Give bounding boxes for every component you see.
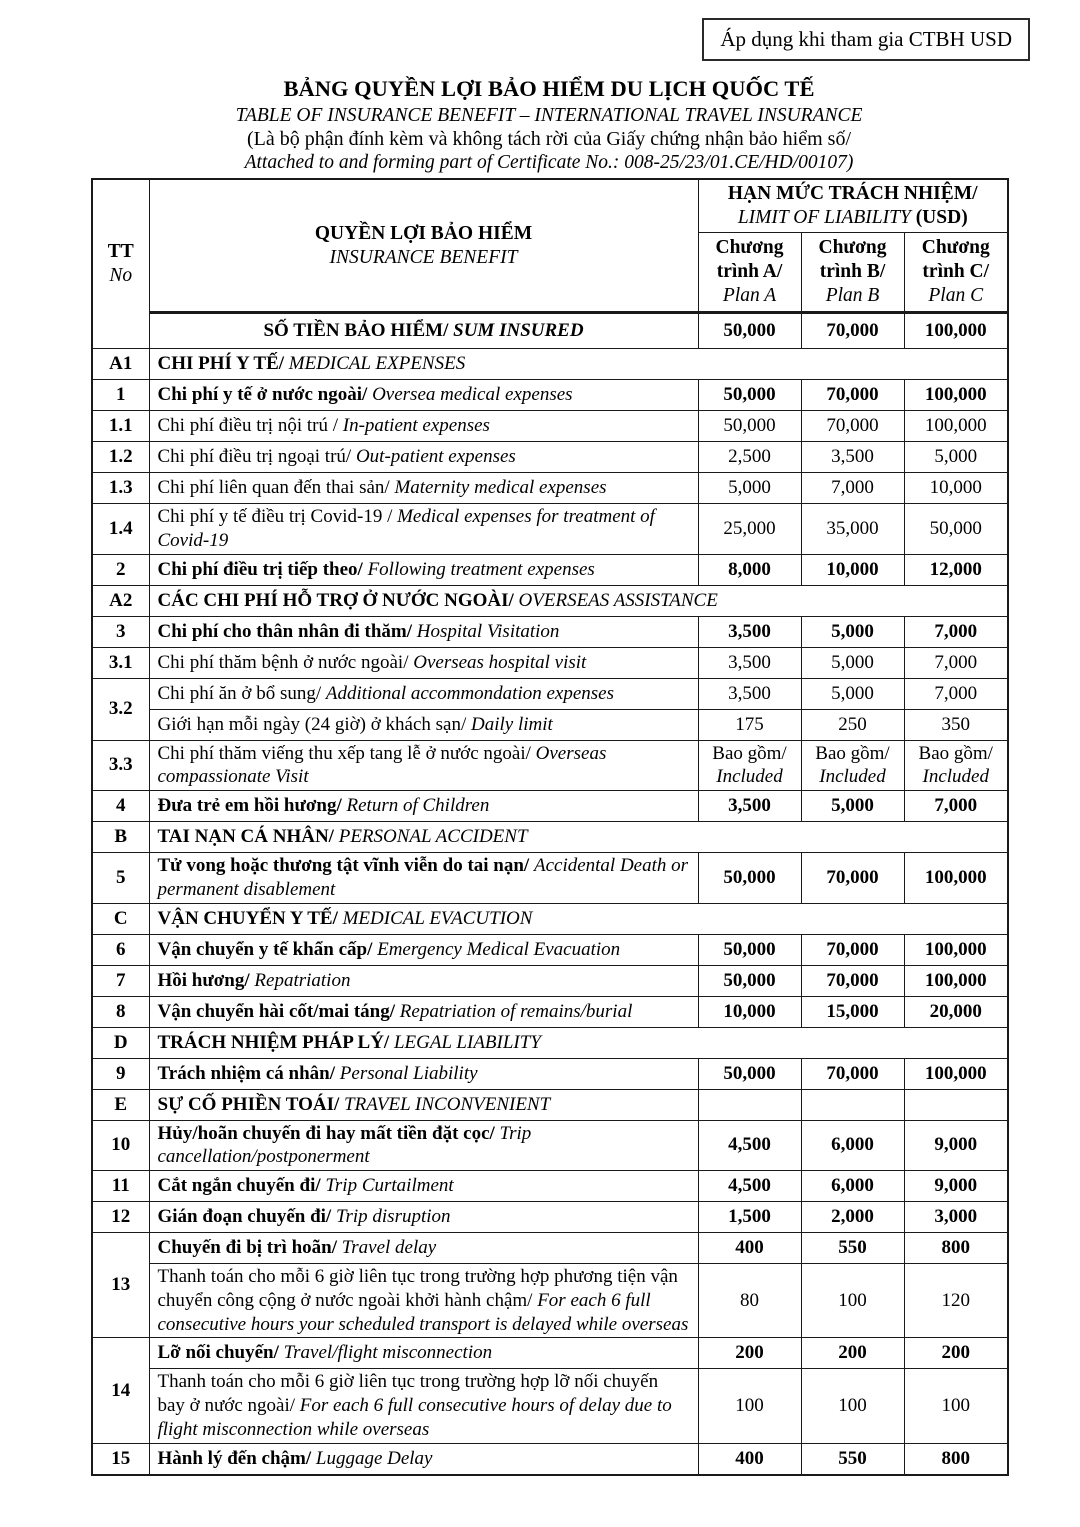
sum-insured-row: [92, 313, 1008, 349]
table-row: [92, 1171, 1008, 1202]
table-row: [92, 1338, 1008, 1369]
benefit-label-vi: Chuyến đi bị trì hoãn/: [157, 1237, 337, 1259]
benefit-label-en: MEDICAL EXPENSES: [288, 353, 466, 375]
table-row: [92, 1120, 1008, 1171]
section-row: [92, 1027, 1008, 1058]
value-cell: 10,000: [904, 473, 1008, 504]
sum-insured-plan-c: 100,000: [904, 313, 1008, 349]
benefit-cell: [149, 740, 698, 791]
sum-insured-plan-a: 50,000: [698, 313, 801, 349]
table-header-row-1: [92, 179, 1008, 233]
benefit-label-en: Overseas compassionate Visit: [157, 742, 607, 788]
table-row: [92, 996, 1008, 1027]
table-row: [92, 647, 1008, 678]
benefit-cell: [149, 647, 698, 678]
benefit-label-vi: Tử vong hoặc thương tật vĩnh viễn do tai nạn/: [157, 855, 530, 876]
value-cell: 10,000: [698, 996, 801, 1027]
benefit-cell: [149, 709, 698, 740]
benefit-label-vi: CHI PHÍ Y TẾ/: [157, 353, 285, 375]
section-row: [92, 349, 1008, 380]
value-cell: 5,000: [801, 791, 904, 822]
row-no: 1: [92, 380, 149, 411]
table-row: [92, 678, 1008, 709]
benefit-label-vi: CÁC CHI PHÍ HỖ TRỢ Ở NƯỚC NGOÀI/: [157, 589, 514, 611]
row-no: 3.2: [92, 678, 149, 740]
benefit-cell: [149, 1027, 1008, 1058]
value-cell: 3,500: [698, 616, 801, 647]
value-cell: 100,000: [904, 934, 1008, 965]
value-cell: 100: [801, 1369, 904, 1443]
benefit-cell: [149, 504, 698, 555]
value-cell: 200: [801, 1338, 904, 1369]
value-cell: 6,000: [801, 1171, 904, 1202]
benefit-label-en: Return of Children: [346, 795, 490, 817]
value-cell: 80: [698, 1264, 801, 1338]
benefit-label-vi: SỰ CỐ PHIỀN TOÁI/: [157, 1093, 340, 1115]
row-no: 3.3: [92, 740, 149, 791]
value-cell: 50,000: [698, 853, 801, 904]
benefit-label-en: LEGAL LIABILITY: [393, 1031, 541, 1053]
benefit-label-en: Daily limit: [471, 713, 553, 735]
benefit-label-vi: Thanh toán cho mỗi 6 giờ liên tục trong trường hợp phương tiện vận chuyển công cộng ở nước ngoài khởi hành chậm/: [157, 1266, 678, 1311]
value-cell: 175: [698, 709, 801, 740]
benefit-cell: [149, 349, 1008, 380]
value-cell: 3,000: [904, 1202, 1008, 1233]
value-cell: 7,000: [904, 616, 1008, 647]
benefit-cell: [149, 554, 698, 585]
value-cell: 200: [698, 1338, 801, 1369]
value-cell: 9,000: [904, 1120, 1008, 1171]
benefit-label-vi: Chi phí cho thân nhân đi thăm/: [157, 620, 412, 642]
value-cell: 100,000: [904, 853, 1008, 904]
value-cell: 800: [904, 1443, 1008, 1475]
col-header-plan-b: Chương trình B/ Plan B: [801, 233, 904, 313]
row-no: 3: [92, 616, 149, 647]
value-cell: 50,000: [698, 380, 801, 411]
benefit-cell: [149, 616, 698, 647]
benefit-label-vi: Lỡ nối chuyến/: [157, 1342, 279, 1364]
benefit-cell: [149, 442, 698, 473]
col-header-limit-en: LIMIT OF LIABILITY: [737, 207, 911, 228]
value-cell: 50,000: [698, 965, 801, 996]
value-cell: 5,000: [698, 473, 801, 504]
row-no: 13: [92, 1233, 149, 1338]
table-row: [92, 965, 1008, 996]
row-no: 8: [92, 996, 149, 1027]
benefit-label-en: Repatriation: [254, 969, 351, 991]
row-no: 9: [92, 1058, 149, 1089]
value-cell: 6,000: [801, 1120, 904, 1171]
col-header-plan-c: Chương trình C/ Plan C: [904, 233, 1008, 313]
benefit-label-en: OVERSEAS ASSISTANCE: [518, 589, 718, 611]
row-no: A2: [92, 585, 149, 616]
benefit-label-vi: Chi phí y tế ở nước ngoài/: [157, 384, 368, 406]
benefit-label-en: In-patient expenses: [342, 415, 490, 437]
value-cell: 5,000: [904, 442, 1008, 473]
benefit-label-vi: TAI NẠN CÁ NHÂN/: [157, 826, 334, 848]
value-cell: Bao gồm/ Included: [801, 740, 904, 791]
document-heading: [91, 76, 1007, 174]
value-cell: 8,000: [698, 554, 801, 585]
row-no: D: [92, 1027, 149, 1058]
benefit-label-vi: Chi phí thăm viếng thu xếp tang lễ ở nước ngoài/: [157, 742, 531, 764]
value-cell: 9,000: [904, 1171, 1008, 1202]
benefit-label-en: Trip disruption: [335, 1206, 451, 1228]
benefit-label-vi: Chi phí điều trị ngoại trú/: [157, 446, 352, 468]
table-row: [92, 1233, 1008, 1264]
benefit-label-vi: Vận chuyển hài cốt/mai táng/: [157, 1000, 396, 1022]
row-no: 1.4: [92, 504, 149, 555]
value-cell: 100: [904, 1369, 1008, 1443]
value-cell: 50,000: [698, 934, 801, 965]
value-cell: 3,500: [698, 647, 801, 678]
table-row: [92, 473, 1008, 504]
row-no: 11: [92, 1171, 149, 1202]
benefit-cell: [149, 965, 698, 996]
value-cell: 400: [698, 1443, 801, 1475]
benefit-label-en: Additional accommondation expenses: [325, 682, 614, 704]
benefit-cell: [149, 678, 698, 709]
value-cell: 50,000: [904, 504, 1008, 555]
value-cell: 7,000: [904, 678, 1008, 709]
benefit-cell: [149, 822, 1008, 853]
benefit-label-en: MEDICAL EVACUTION: [342, 907, 533, 929]
benefit-label-vi: VẬN CHUYỂN Y TẾ/: [157, 907, 338, 929]
value-cell: 800: [904, 1233, 1008, 1264]
value-cell: 5,000: [801, 616, 904, 647]
table-row: [92, 934, 1008, 965]
value-cell: 70,000: [801, 1058, 904, 1089]
row-no: C: [92, 903, 149, 934]
value-cell: 3,500: [698, 791, 801, 822]
value-cell: 7,000: [904, 791, 1008, 822]
benefit-label-en: Medical expenses for treatment of Covid-19: [157, 506, 655, 551]
table-row: [92, 1443, 1008, 1475]
value-cell: 100: [698, 1369, 801, 1443]
value-cell: 70,000: [801, 934, 904, 965]
col-header-limit-currency: (USD): [915, 207, 968, 228]
benefit-label-vi: Cắt ngắn chuyến đi/: [157, 1175, 321, 1197]
value-cell: 3,500: [801, 442, 904, 473]
value-cell: 3,500: [698, 678, 801, 709]
value-cell: 20,000: [904, 996, 1008, 1027]
table-row: [92, 380, 1008, 411]
benefit-label-vi: TRÁCH NHIỆM PHÁP LÝ/: [157, 1031, 390, 1053]
table-row: [92, 1202, 1008, 1233]
value-cell: 5,000: [801, 647, 904, 678]
benefit-label-en: Overseas hospital visit: [413, 651, 587, 673]
benefit-label-en: Luggage Delay: [315, 1447, 433, 1469]
value-cell: 35,000: [801, 504, 904, 555]
col-header-no-en: No: [109, 265, 133, 286]
value-cell: 400: [698, 1233, 801, 1264]
benefit-label-en: Hospital Visitation: [416, 620, 560, 642]
benefit-label-en: Oversea medical expenses: [372, 384, 573, 406]
certificate-note-english: Attached to and forming part of Certificate No.: 008-25/23/01.CE/HD/00107): [244, 152, 854, 174]
benefit-label-en: Maternity medical expenses: [394, 477, 607, 499]
value-cell: 15,000: [801, 996, 904, 1027]
benefit-label-vi: Vận chuyển y tế khẩn cấp/: [157, 938, 373, 960]
benefit-label-vi: Hồi hương/: [157, 969, 250, 991]
row-no: 10: [92, 1120, 149, 1171]
benefit-cell: [149, 1443, 698, 1475]
value-cell: 2,000: [801, 1202, 904, 1233]
col-header-benefit-en: INSURANCE BENEFIT: [329, 246, 518, 268]
benefit-label-en: Trip Curtailment: [325, 1175, 454, 1197]
col-header-no: [92, 179, 149, 349]
value-cell: 7,000: [801, 473, 904, 504]
row-no: 3.1: [92, 647, 149, 678]
table-row: [92, 740, 1008, 791]
benefit-cell: [149, 791, 698, 822]
benefit-label-vi: Hành lý đến chậm/: [157, 1447, 312, 1469]
table-row: [92, 853, 1008, 904]
benefit-label-vi: Thanh toán cho mỗi 6 giờ liên tục trong trường hợp lỡ nối chuyến bay ở nước ngoài/: [157, 1371, 659, 1416]
value-cell: 4,500: [698, 1120, 801, 1171]
section-row: [92, 1089, 1008, 1120]
benefit-cell: [149, 934, 698, 965]
benefit-label-vi: Chi phí thăm bệnh ở nước ngoài/: [157, 651, 409, 673]
benefit-cell: [149, 585, 1008, 616]
value-cell: [904, 1089, 1008, 1120]
row-no: 15: [92, 1443, 149, 1475]
value-cell: 100,000: [904, 411, 1008, 442]
value-cell: 120: [904, 1264, 1008, 1338]
value-cell: 100,000: [904, 965, 1008, 996]
col-header-limit-vi: HẠN MỨC TRÁCH NHIỆM/: [727, 183, 978, 205]
value-cell: 50,000: [698, 1058, 801, 1089]
benefit-label-vi: Đưa trẻ em hồi hương/: [157, 795, 342, 817]
benefit-label-vi: Chi phí y tế điều trị Covid-19 /: [157, 506, 393, 527]
benefit-cell: [149, 1089, 698, 1120]
row-no: 2: [92, 554, 149, 585]
col-header-limit: [698, 179, 1008, 233]
col-header-benefit: [149, 179, 698, 313]
benefit-cell: [149, 411, 698, 442]
benefit-label-vi: Trách nhiệm cá nhân/: [157, 1062, 336, 1084]
row-no: 6: [92, 934, 149, 965]
benefit-label-vi: Chi phí điều trị nội trú /: [157, 415, 338, 437]
benefit-label-en: Repatriation of remains/burial: [399, 1000, 633, 1022]
benefit-cell: [149, 996, 698, 1027]
benefit-label-en: TRAVEL INCONVENIENT: [344, 1093, 551, 1115]
table-row: [92, 1058, 1008, 1089]
row-no: 1.1: [92, 411, 149, 442]
value-cell: Bao gồm/ Included: [904, 740, 1008, 791]
benefit-label-en: Trip cancellation/postponerment: [157, 1122, 532, 1168]
table-row: [92, 554, 1008, 585]
value-cell: 200: [904, 1338, 1008, 1369]
value-cell: 70,000: [801, 853, 904, 904]
row-no: B: [92, 822, 149, 853]
row-no: E: [92, 1089, 149, 1120]
title-vietnamese: BẢNG QUYỀN LỢI BẢO HIỂM DU LỊCH QUỐC TẾ: [283, 76, 815, 101]
benefit-label-en: Personal Liability: [339, 1062, 478, 1084]
row-no: 5: [92, 853, 149, 904]
table-row: [92, 442, 1008, 473]
table-row: [92, 616, 1008, 647]
benefit-cell: [149, 1264, 698, 1338]
row-no: 14: [92, 1338, 149, 1443]
benefit-label-en: For each 6 full consecutive hours of delay due to flight misconnection while overseas: [157, 1395, 672, 1440]
value-cell: 50,000: [698, 411, 801, 442]
value-cell: 12,000: [904, 554, 1008, 585]
benefit-label-vi: Chi phí ăn ở bổ sung/: [157, 682, 322, 704]
value-cell: 100: [801, 1264, 904, 1338]
col-header-benefit-vi: QUYỀN LỢI BẢO HIỂM: [314, 222, 533, 244]
benefit-cell: [149, 1202, 698, 1233]
value-cell: [801, 1089, 904, 1120]
benefit-table: [91, 178, 1009, 1476]
value-cell: 4,500: [698, 1171, 801, 1202]
benefit-label-en: PERSONAL ACCIDENT: [338, 826, 528, 848]
section-row: [92, 585, 1008, 616]
benefit-cell: [149, 1338, 698, 1369]
value-cell: 100,000: [904, 380, 1008, 411]
value-cell: 70,000: [801, 411, 904, 442]
benefit-label-en: For each 6 full consecutive hours your scheduled transport is delayed while overseas: [157, 1289, 689, 1335]
value-cell: 1,500: [698, 1202, 801, 1233]
col-header-no-vi: TT: [107, 241, 134, 263]
sum-insured-label: SỐ TIỀN BẢO HIỂM/ SUM INSURED: [149, 313, 698, 349]
table-row: [92, 791, 1008, 822]
value-cell: [698, 1089, 801, 1120]
benefit-cell: [149, 1233, 698, 1264]
value-cell: 5,000: [801, 678, 904, 709]
benefit-cell: [149, 1120, 698, 1171]
benefit-cell: [149, 1171, 698, 1202]
certificate-note-vietnamese: (Là bộ phận đính kèm và không tách rời của Giấy chứng nhận bảo hiểm số/: [246, 127, 852, 150]
benefit-label-vi: Chi phí liên quan đến thai sản/: [157, 477, 390, 499]
col-header-plan-a: Chương trình A/ Plan A: [698, 233, 801, 313]
benefit-cell: [149, 380, 698, 411]
sum-insured-plan-b: 70,000: [801, 313, 904, 349]
table-row: [92, 709, 1008, 740]
benefit-label-vi: Chi phí điều trị tiếp theo/: [157, 558, 363, 580]
row-no: A1: [92, 349, 149, 380]
value-cell: 70,000: [801, 965, 904, 996]
benefit-label-en: Emergency Medical Evacuation: [377, 938, 621, 960]
benefit-label-en: Out-patient expenses: [355, 446, 516, 468]
benefit-label-vi: Giới hạn mỗi ngày (24 giờ) ở khách sạn/: [157, 713, 467, 735]
table-row: [92, 1369, 1008, 1443]
benefit-label-vi: Hủy/hoãn chuyến đi hay mất tiền đặt cọc/: [157, 1122, 495, 1144]
value-cell: 10,000: [801, 554, 904, 585]
value-cell: 7,000: [904, 647, 1008, 678]
row-no: 1.2: [92, 442, 149, 473]
value-cell: 25,000: [698, 504, 801, 555]
value-cell: 70,000: [801, 380, 904, 411]
row-no: 12: [92, 1202, 149, 1233]
benefit-label-en: Travel delay: [341, 1237, 437, 1259]
benefit-label-vi: Gián đoạn chuyến đi/: [157, 1206, 332, 1228]
usd-tag-box: Áp dụng khi tham gia CTBH USD: [702, 18, 1030, 61]
section-row: [92, 822, 1008, 853]
title-english: TABLE OF INSURANCE BENEFIT – INTERNATIONAL TRAVEL INSURANCE: [235, 104, 863, 126]
benefit-cell: [149, 853, 698, 904]
benefit-cell: [149, 473, 698, 504]
benefit-label-en: Travel/flight misconnection: [283, 1342, 493, 1364]
benefit-cell: [149, 1058, 698, 1089]
table-row: [92, 1264, 1008, 1338]
section-row: [92, 903, 1008, 934]
table-row: [92, 411, 1008, 442]
benefit-cell: [149, 1369, 698, 1443]
value-cell: 550: [801, 1233, 904, 1264]
benefit-cell: [149, 903, 1008, 934]
value-cell: 2,500: [698, 442, 801, 473]
benefit-table-body: [92, 179, 1008, 1475]
row-no: 4: [92, 791, 149, 822]
row-no: 1.3: [92, 473, 149, 504]
value-cell: 350: [904, 709, 1008, 740]
value-cell: 100,000: [904, 1058, 1008, 1089]
row-no: 7: [92, 965, 149, 996]
table-row: [92, 504, 1008, 555]
benefit-label-en: Following treatment expenses: [367, 558, 595, 580]
value-cell: 250: [801, 709, 904, 740]
benefit-label-en: Accidental Death or permanent disablement: [157, 855, 689, 900]
value-cell: Bao gồm/ Included: [698, 740, 801, 791]
value-cell: 550: [801, 1443, 904, 1475]
